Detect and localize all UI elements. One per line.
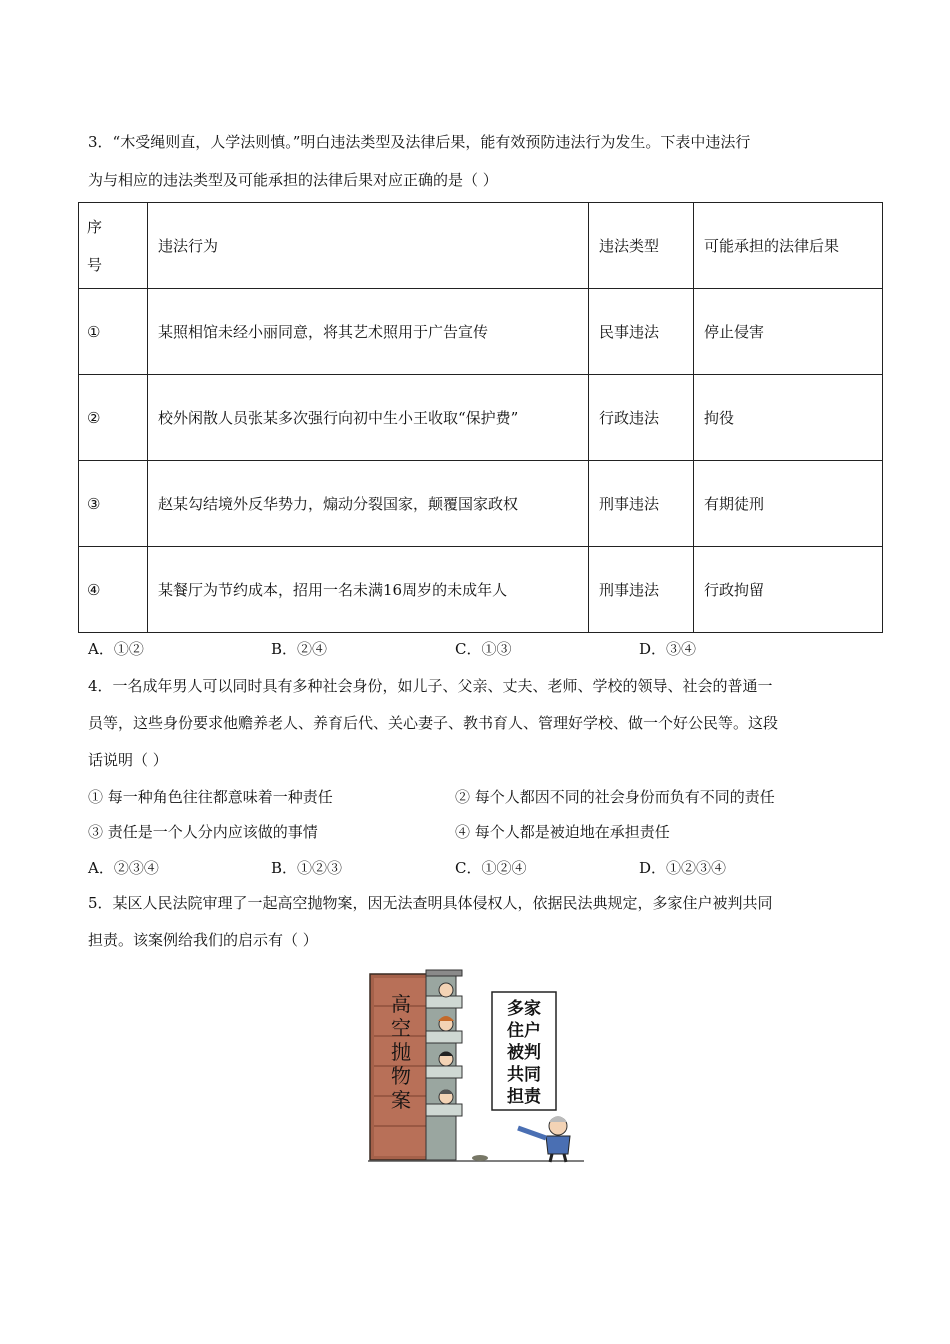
q4-option-a[interactable]: A．②③④ bbox=[88, 859, 159, 877]
header-no: 序号 bbox=[79, 203, 148, 289]
header-result: 可能承担的法律后果 bbox=[694, 203, 883, 289]
q4-stem-line2: 员等，这些身份要求他赡养老人、养育后代、关心妻子、教书育人、管理好学校、做一个好公民等。这段 bbox=[88, 714, 779, 732]
q3-option-d[interactable]: D．③④ bbox=[639, 640, 697, 658]
q3-option-c[interactable]: C．①③ bbox=[455, 640, 512, 658]
q4-statement-3: ③ 责任是一个人分内应该做的事情 bbox=[88, 823, 318, 841]
q5-stem-line2: 担责。该案例给我们的启示有（ ） bbox=[88, 931, 318, 949]
cartoon-illustration bbox=[368, 966, 584, 1166]
row-no: ② bbox=[79, 375, 148, 461]
header-act: 违法行为 bbox=[148, 203, 589, 289]
row-type: 民事违法 bbox=[589, 289, 694, 375]
row-result: 有期徒刑 bbox=[694, 461, 883, 547]
q4-option-c[interactable]: C．①②④ bbox=[455, 859, 527, 877]
row-act: 赵某勾结境外反华势力，煽动分裂国家，颠覆国家政权 bbox=[148, 461, 589, 547]
table-row bbox=[79, 289, 883, 375]
row-no: ④ bbox=[79, 547, 148, 633]
row-no: ① bbox=[79, 289, 148, 375]
header-type: 违法类型 bbox=[589, 203, 694, 289]
q3-option-b[interactable]: B．②④ bbox=[271, 640, 328, 658]
q4-option-d[interactable]: D．①②③④ bbox=[639, 859, 727, 877]
table-header-row bbox=[79, 203, 883, 289]
row-act: 某照相馆未经小丽同意，将其艺术照用于广告宣传 bbox=[148, 289, 589, 375]
q4-stem-line1: 4．一名成年男人可以同时具有多种社会身份，如儿子、父亲、丈夫、老师、学校的领导、社会的普通一 bbox=[88, 677, 773, 695]
row-result: 行政拘留 bbox=[694, 547, 883, 633]
q4-statement-4: ④ 每个人都是被迫地在承担责任 bbox=[455, 823, 670, 841]
row-no: ③ bbox=[79, 461, 148, 547]
balcony bbox=[426, 1104, 462, 1116]
table-row bbox=[79, 461, 883, 547]
balcony bbox=[426, 1066, 462, 1078]
resident-face bbox=[439, 983, 453, 997]
q3-option-a[interactable]: A．①② bbox=[88, 640, 144, 658]
q3-table bbox=[78, 202, 883, 633]
cartoon-svg bbox=[368, 966, 584, 1166]
row-type: 刑事违法 bbox=[589, 461, 694, 547]
sign-text: 多家住户被判共同担责 bbox=[507, 999, 541, 1107]
row-result: 停止侵害 bbox=[694, 289, 883, 375]
q4-statement-1: ① 每一种角色往往都意味着一种责任 bbox=[88, 788, 333, 806]
q4-statement-2: ② 每个人都因不同的社会身份而负有不同的责任 bbox=[455, 788, 775, 806]
balcony bbox=[426, 996, 462, 1008]
row-type: 刑事违法 bbox=[589, 547, 694, 633]
q3-stem-line2: 为与相应的违法类型及可能承担的法律后果对应正确的是（ ） bbox=[88, 171, 498, 189]
q5-stem-line1: 5．某区人民法院审理了一起高空抛物案，因无法查明具体侵权人，依据民法典规定，多家住户被判共同 bbox=[88, 894, 773, 912]
q3-stem-line1: 3．“木受绳则直，人学法则慎。”明白违法类型及法律后果，能有效预防违法行为发生。下表中违法行 bbox=[88, 133, 751, 151]
table-row bbox=[79, 547, 883, 633]
building-text: 高空抛物案 bbox=[391, 992, 411, 1112]
q4-option-b[interactable]: B．①②③ bbox=[271, 859, 343, 877]
row-type: 行政违法 bbox=[589, 375, 694, 461]
row-act: 校外闲散人员张某多次强行向初中生小王收取“保护费” bbox=[148, 375, 589, 461]
table-row bbox=[79, 375, 883, 461]
row-act: 某餐厅为节约成本，招用一名未满16周岁的未成年人 bbox=[148, 547, 589, 633]
row-result: 拘役 bbox=[694, 375, 883, 461]
q4-stem-line3: 话说明（ ） bbox=[88, 751, 168, 769]
thrown-object bbox=[472, 1155, 488, 1161]
man-body bbox=[546, 1136, 570, 1154]
balcony bbox=[426, 1031, 462, 1043]
